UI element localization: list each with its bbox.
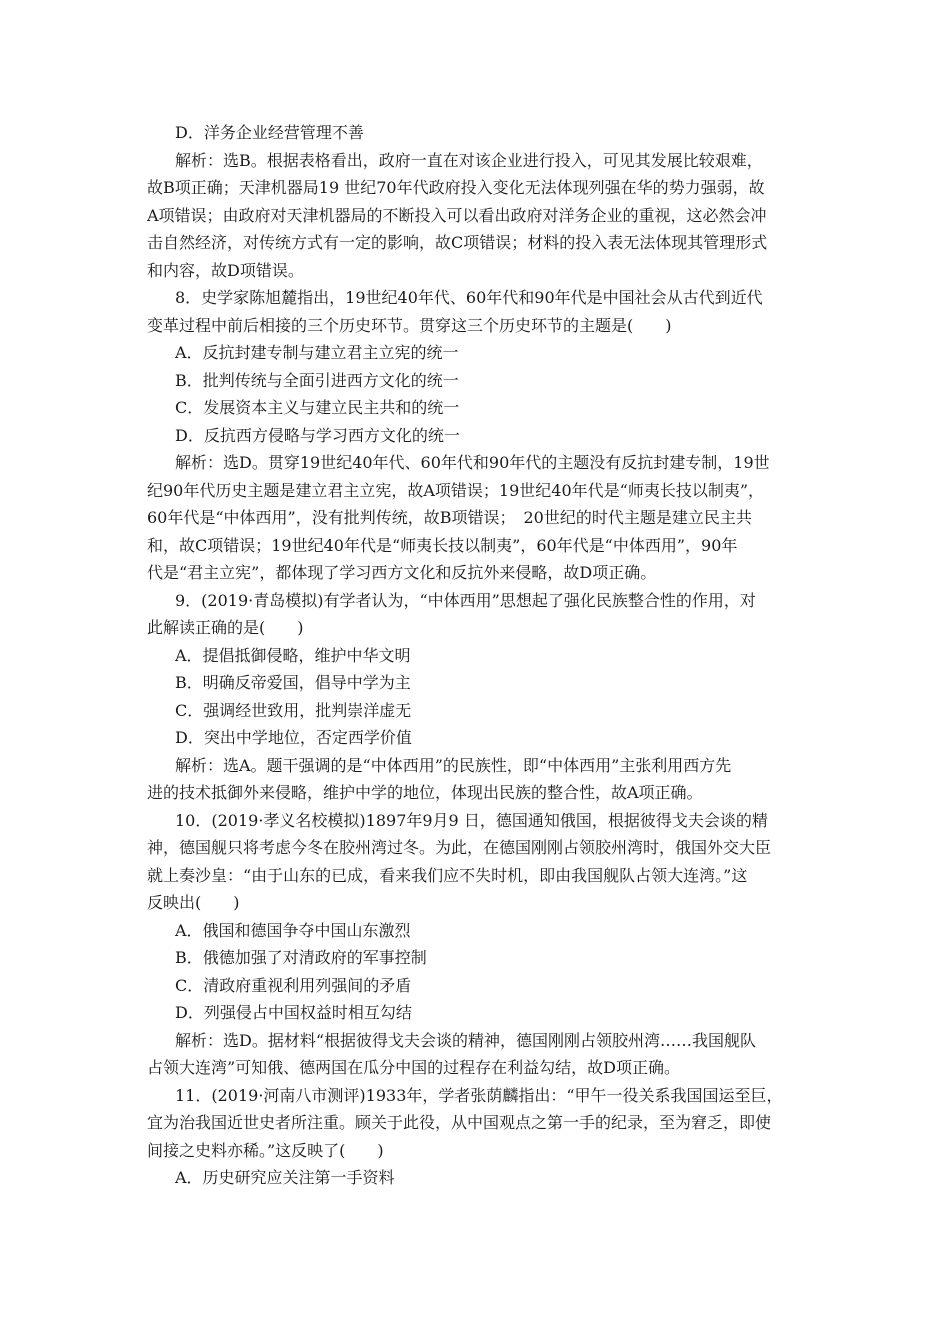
question-10-stem: 神，德国舰只将考虑今冬在胶州湾过冬。为此，在德国刚刚占领胶州湾时，俄国外交大臣 xyxy=(147,838,772,857)
analysis-q7-line: A项错误；由政府对天津机器局的不断投入可以看出政府对洋务企业的重视，这必然会冲 xyxy=(147,205,767,225)
option-a-q10: A．俄国和德国争夺中国山东激烈 xyxy=(175,920,411,940)
analysis-q7-line: 解析：选B。根据表格看出，政府一直在对该企业进行投入，可见其发展比较艰难， xyxy=(175,150,763,170)
option-b-q9: B．明确反帝爱国，倡导中学为主 xyxy=(175,673,411,692)
analysis-q8-line: 解析：选D。贯穿19世纪40年代、60年代和90年代的主题没有反抗封建专制，19世 xyxy=(175,453,770,472)
analysis-q7-line: 击自然经济，对传统方式有一定的影响，故C项错误；材料的投入表无法体现其管理形式 xyxy=(147,233,768,252)
option-d-q8: D．反抗西方侵略与学习西方文化的统一 xyxy=(175,425,460,445)
analysis-q9-line: 进的技术抵御外来侵略，维护中学的地位，体现出民族的整合性，故A项正确。 xyxy=(147,783,703,802)
question-9-stem: 9．(2019·青岛模拟)有学者认为，“中体西用”思想起了强化民族整合性的作用，对 xyxy=(175,590,756,610)
question-8-stem: 8．史学家陈旭麓指出，19世纪40年代、60年代和90年代是中国社会从古代到近代 xyxy=(175,288,763,307)
analysis-q8-line: 和，故C项错误；19世纪40年代是“师夷长技以制夷”，60年代是“中体西用”，90年 xyxy=(147,535,738,555)
option-a-q11: A．历史研究应关注第一手资料 xyxy=(175,1168,395,1187)
option-b-q8: B．批判传统与全面引进西方文化的统一 xyxy=(175,370,459,390)
analysis-q7-line: 和内容，故D项错误。 xyxy=(147,260,304,280)
option-c-q9: C．强调经世致用，批判崇洋虚无 xyxy=(175,700,412,720)
option-d-q7: D．洋务企业经营管理不善 xyxy=(175,123,364,142)
analysis-q10-line: 占领大连湾”可知俄、德两国在瓜分中国的过程存在利益勾结，故D项正确。 xyxy=(147,1058,681,1077)
option-a-q9: A．提倡抵御侵略，维护中华文明 xyxy=(175,645,411,665)
question-11-stem: 间接之史料亦稀。”这反映了( ) xyxy=(147,1140,384,1160)
analysis-q9-line: 解析：选A。题干强调的是“中体西用”的民族性，即“中体西用”主张利用西方先 xyxy=(175,755,732,775)
question-8-stem: 变革过程中前后相接的三个历史环节。贯穿这三个历史环节的主题是( ) xyxy=(147,315,672,335)
question-9-stem: 此解读正确的是( ) xyxy=(147,618,304,637)
analysis-q10-line: 解析：选D。据材料“根据彼得戈夫会谈的精神，德国刚刚占领胶州湾……我国舰队 xyxy=(175,1030,757,1050)
option-a-q8: A．反抗封建专制与建立君主立宪的统一 xyxy=(175,343,459,362)
analysis-q8-line: 60年代是“中体西用”，没有批判传统，故B项错误； 20世纪的时代主题是建立民主共 xyxy=(147,508,752,527)
analysis-q7-line: 故B项正确；天津机器局19 世纪70年代政府投入变化无法体现列强在华的势力强弱，故 xyxy=(147,178,765,197)
option-b-q10: B．俄德加强了对清政府的军事控制 xyxy=(175,948,427,967)
option-d-q9: D．突出中学地位，否定西学价值 xyxy=(175,728,412,747)
question-10-stem: 就上奏沙皇：“由于山东的已成，看来我们应不失时机，即由我国舰队占领大连湾。”这 xyxy=(147,865,748,885)
document-body xyxy=(147,119,809,1192)
question-10-stem: 反映出( ) xyxy=(147,893,240,912)
question-11-stem: 11．(2019·河南八市测评)1933年，学者张荫麟指出：“甲午一役关系我国国运至巨， xyxy=(175,1085,783,1105)
analysis-q8-line: 纪90年代历史主题是建立君主立宪，故A项错误；19世纪40年代是“师夷长技以制夷”， xyxy=(147,480,764,500)
question-10-stem: 10．(2019·孝义名校模拟)1897年9月9 日，德国通知俄国，根据彼得戈夫会谈的精 xyxy=(175,810,768,830)
option-d-q10: D．列强侵占中国权益时相互勾结 xyxy=(175,1003,412,1022)
option-c-q10: C．清政府重视利用列强间的矛盾 xyxy=(175,975,412,995)
analysis-q8-line: 代是“君主立宪”，都体现了学习西方文化和反抗外来侵略，故D项正确。 xyxy=(147,563,657,582)
option-c-q8: C．发展资本主义与建立民主共和的统一 xyxy=(175,398,460,417)
question-11-stem: 宜为治我国近世史者所注重。顾关于此役，从中国观点之第一手的纪录，至为窘乏，即使 xyxy=(147,1113,772,1132)
